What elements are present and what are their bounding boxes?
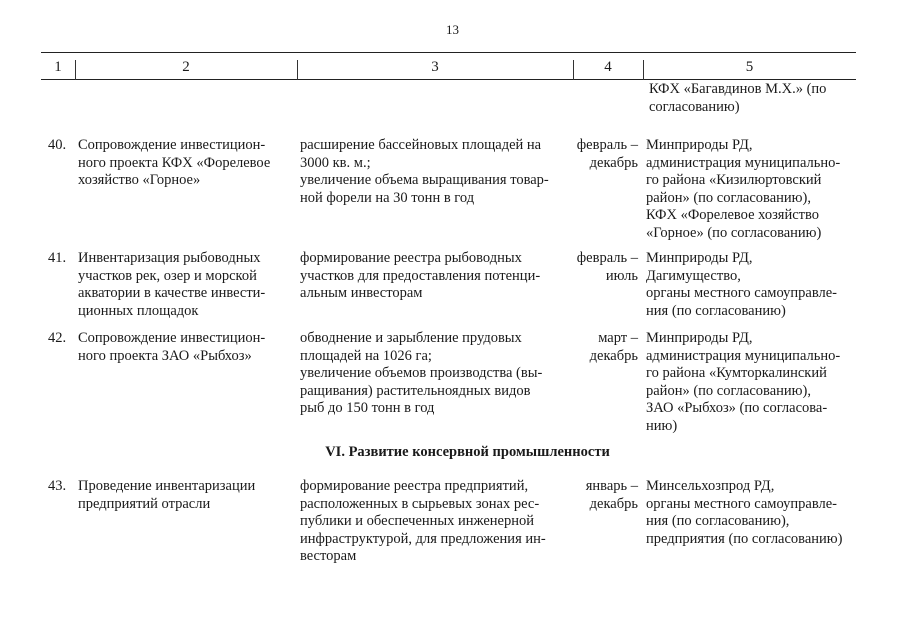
section-title: VI. Развитие консервной промышленности [325, 444, 610, 460]
row-number: 40. [48, 137, 67, 153]
row-executors: Минприроды РД, администрация муниципально- го района «Кизилюртовский район» (по согласованию), КФХ «Форелевое хозяйство «Горное» (по согласованию) [646, 137, 841, 241]
table-header [41, 52, 856, 80]
row-measure: Проведение инвентаризации предприятий отрасли [78, 478, 256, 512]
row-measure: Инвентаризация рыбоводных участков рек, озер и морской акватории в качестве инвести- ционных площадок [78, 250, 266, 319]
header-divider [297, 60, 298, 80]
header-col-3: 3 [431, 59, 439, 75]
row-number: 42. [48, 330, 67, 346]
header-divider [573, 60, 574, 80]
row-measure: Сопровождение инвестицион- ного проекта ЗАО «Рыбхоз» [78, 330, 266, 364]
row-result: расширение бассейновых площадей на 3000 кв. м.; увеличение объема выращивания товар- ной форели на 30 тонн в год [300, 137, 549, 206]
header-col-2: 2 [182, 59, 190, 75]
row-executors: Минприроды РД, администрация муниципально- го района «Кумторкалинский район» (по согласованию), ЗАО «Рыбхоз» (по согласова- нию) [646, 330, 841, 434]
header-divider [75, 60, 76, 80]
header-col-4: 4 [604, 59, 612, 75]
row-measure: Сопровождение инвестицион- ного проекта КФХ «Форелевое хозяйство «Горное» [78, 137, 271, 189]
page-number: 13 [446, 22, 459, 37]
row-result: обводнение и зарыбление прудовых площадей на 1026 га; увеличение объемов производства (вы- ращивания) растительноядных видов рыб до 150 тонн в год [300, 330, 543, 417]
row-number: 43. [48, 478, 67, 494]
row-executors: Минприроды РД, Дагимущество, органы местного самоуправле- ния (по согласованию) [646, 250, 837, 319]
header-col-5: 5 [745, 59, 754, 75]
row-period: февраль – декабрь [576, 137, 638, 171]
row-period: январь – декабрь [585, 478, 638, 512]
row-result: формирование реестра рыбоводных участков для предоставления потенци- альным инвесторам [300, 250, 541, 302]
row-number: 41. [48, 250, 67, 266]
header-col-1: 1 [54, 59, 62, 75]
header-divider [643, 60, 644, 80]
row-result: формирование реестра предприятий, расположенных в сырьевых зонах рес- публики и обеспеченных инженерной инфраструктурой, для предложения ин- весторам [300, 478, 546, 565]
continuation-executors: КФХ «Багавдинов М.Х.» (по согласованию) [649, 81, 827, 115]
row-period: февраль – июль [576, 250, 638, 284]
row-period: март – декабрь [589, 330, 638, 364]
row-executors: Минсельхозпрод РД, органы местного самоуправле- ния (по согласованию), предприятия (по согласованию) [646, 478, 843, 547]
